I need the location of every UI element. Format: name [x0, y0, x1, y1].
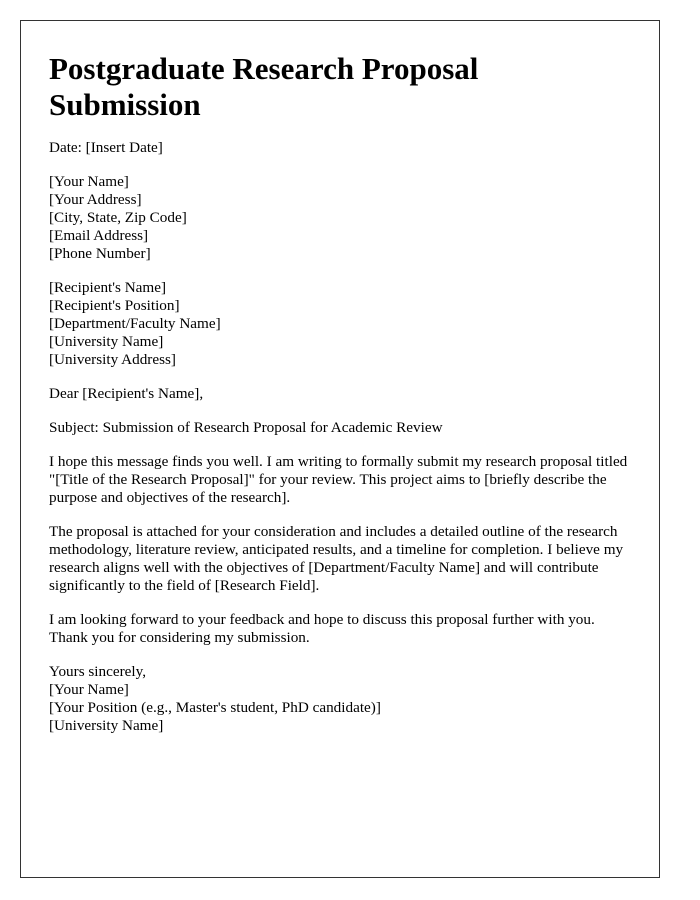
signature-name: [Your Name]: [49, 681, 129, 698]
body-paragraph-attachment: The proposal is attached for your consideration and includes a detailed outline of the research methodology, literature review, anticipated results, and a timeline for completion. I believe my research aligns well with the objectives of [Department/Faculty Name] and will contribute significantly to the field of [Research Field].: [49, 523, 624, 594]
recipient-block: [49, 279, 631, 369]
sender-block: [49, 173, 631, 263]
date-line: Date: [Insert Date]: [49, 139, 163, 156]
subject-line: Subject: Submission of Research Proposal for Academic Review: [49, 419, 443, 436]
page-title: Postgraduate Research Proposal Submission: [49, 51, 479, 122]
closing-phrase: Yours sincerely,: [49, 663, 147, 680]
recipient-position: [Recipient's Position]: [49, 297, 180, 314]
recipient-name: [Recipient's Name]: [49, 279, 167, 296]
signature-university: [University Name]: [49, 717, 164, 734]
sender-city-state-zip: [City, State, Zip Code]: [49, 209, 187, 226]
recipient-university-address: [University Address]: [49, 351, 176, 368]
sender-name: [Your Name]: [49, 173, 129, 190]
recipient-department: [Department/Faculty Name]: [49, 315, 221, 332]
body-paragraph-intro: I hope this message finds you well. I am writing to formally submit my research proposal titled "[Title of the Research Proposal]" for your review. This project aims to [briefly describe the purpose and objectives of the research].: [49, 453, 628, 506]
recipient-university: [University Name]: [49, 333, 164, 350]
salutation: Dear [Recipient's Name],: [49, 385, 204, 402]
signature-block: [49, 663, 631, 735]
body-paragraph-closing: I am looking forward to your feedback and hope to discuss this proposal further with you. Thank you for considering my submission.: [49, 611, 595, 646]
signature-position: [Your Position (e.g., Master's student, PhD candidate)]: [49, 699, 381, 716]
letter-page: [20, 20, 660, 878]
sender-address: [Your Address]: [49, 191, 142, 208]
sender-email: [Email Address]: [49, 227, 149, 244]
sender-phone: [Phone Number]: [49, 245, 151, 262]
